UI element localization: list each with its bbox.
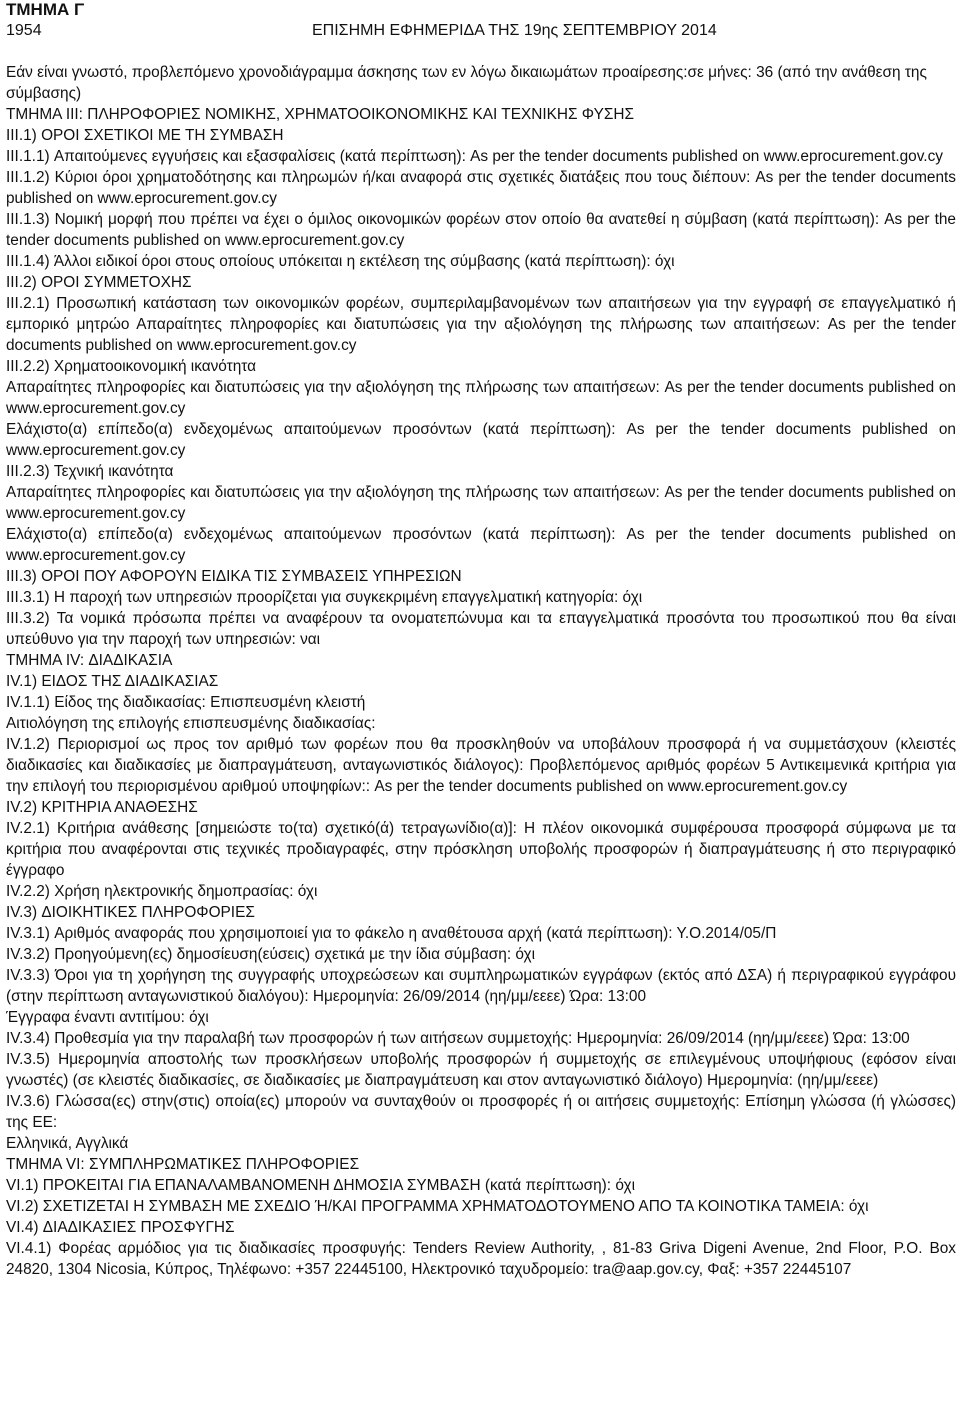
paragraph: III.1.4) Άλλοι ειδικοί όροι στους οποίους υπόκειται η εκτέλεση της σύμβασης (κατά περίπτωση): όχι (6, 253, 675, 270)
paragraph: Ελάχιστο(α) επίπεδο(α) ενδεχομένως απαιτούμενων προσόντων (κατά περίπτωση): As per the tender documents published on www.eprocurement.gov.cy (6, 421, 956, 459)
paragraph: Έγγραφα έναντι αντιτίμου: όχι (6, 1009, 209, 1026)
paragraph: IV.2.2) Χρήση ηλεκτρονικής δημοπρασίας: όχι (6, 883, 318, 900)
gazette-title: ΕΠΙΣΗΜΗ ΕΦΗΜΕΡΙΔΑ ΤΗΣ 19ης ΣΕΠΤΕΜΒΡΙΟΥ 2014 (312, 22, 717, 39)
subsection-heading: IV.3) ΔΙΟΙΚΗΤΙΚΕΣ ΠΛΗΡΟΦΟΡΙΕΣ (6, 904, 255, 921)
paragraph: IV.3.5) Ημερομηνία αποστολής των προσκλήσεων υποβολής προσφορών ή συμμετοχής σε επιλεγμένους υποψήφιους (εφόσον είναι γνωστές) (σε κλειστές διαδικασίες, σε διαδικασίες με διαπραγμάτευση και στον ανταγωνιστικό διάλογο) Ημερομηνία: (ηη/μμ/εεεε) (6, 1051, 956, 1089)
paragraph: III.2.1) Προσωπική κατάσταση των οικονομικών φορέων, συμπεριλαμβανομένων των απαιτήσεων για την εγγραφή σε επαγγελματικό ή εμπορικό μητρώο Απαραίτητες πληροφορίες και διατυπώσεις για την αξιολόγηση της πλήρωσης των απαιτήσεων: As per the tender documents published on www.eprocurement.gov.cy (6, 295, 956, 354)
paragraph: Απαραίτητες πληροφορίες και διατυπώσεις για την αξιολόγηση της πλήρωσης των απαιτήσεων: As per the tender documents published on www.eprocurement.gov.cy (6, 484, 956, 522)
paragraph: III.1.3) Νομική μορφή που πρέπει να έχει ο όμιλος οικονομικών φορέων στον οποίο θα ανατεθεί η σύμβαση (κατά περίπτωση): As per the tender documents published on www.eprocurement.gov.cy (6, 211, 956, 249)
paragraph: VI.4.1) Φορέας αρμόδιος για τις διαδικασίες προσφυγής: Tenders Review Authority, , 81-83 Griva Digeni Avenue, 2nd Floor, P.O. Box 24820, 1304 Nicosia, Κύπρος, Τηλέφωνο: +357 22445100, Ηλεκτρονικό ταχυδρομείο: tra@aap.gov.cy, Φαξ: +357 22445107 (6, 1240, 956, 1278)
paragraph: IV.3.3) Όροι για τη χορήγηση της συγγραφής υποχρεώσεων και συμπληρωματικών εγγράφων (εκτός από ΔΣΑ) ή περιγραφικού εγγράφου (στην περίπτωση ανταγωνιστικού διαλόγου): Ημερομηνία: 26/09/2014 (ηη/μμ/εεεε) Ώρα: 13:00 (6, 967, 956, 1005)
paragraph: IV.3.6) Γλώσσα(ες) στην(στις) οποία(ες) μπορούν να συνταχθούν οι προσφορές ή οι αιτήσεις συμμετοχής: Επίσημη γλώσσα (ή γλώσσες) της ΕΕ: (6, 1093, 956, 1131)
subsection-heading: VI.1) ΠΡΟΚΕΙΤΑΙ ΓΙΑ ΕΠΑΝΑΛΑΜΒΑΝΟΜΕΝΗ ΔΗΜΟΣΙΑ ΣΥΜΒΑΣΗ (κατά περίπτωση): όχι (6, 1177, 636, 1194)
paragraph: IV.3.4) Προθεσμία για την παραλαβή των προσφορών ή των αιτήσεων συμμετοχής: Ημερομηνία: 26/09/2014 (ηη/μμ/εεεε) Ώρα: 13:00 (6, 1030, 910, 1047)
document-body (6, 62, 956, 1280)
paragraph: Αιτιολόγηση της επιλογής επισπευσμένης διαδικασίας: (6, 715, 376, 732)
page-number: 1954 (6, 22, 42, 39)
paragraph: IV.3.1) Αριθμός αναφοράς που χρησιμοποιεί για το φάκελο η αναθέτουσα αρχή (κατά περίπτωση): Υ.Ο.2014/05/Π (6, 925, 777, 942)
paragraph: III.1.1) Απαιτούμενες εγγυήσεις και εξασφαλίσεις (κατά περίπτωση): As per the tender documents published on www.eprocurement.gov.cy (6, 148, 943, 165)
section-heading: ΤΜΗΜΑ IV: ΔΙΑΔΙΚΑΣΙΑ (6, 652, 173, 669)
subsection-heading: IV.2) ΚΡΙΤΗΡΙΑ ΑΝΑΘΕΣΗΣ (6, 799, 198, 816)
paragraph: Απαραίτητες πληροφορίες και διατυπώσεις για την αξιολόγηση της πλήρωσης των απαιτήσεων: As per the tender documents published on www.eprocurement.gov.cy (6, 379, 956, 417)
paragraph: IV.1.1) Είδος της διαδικασίας: Επισπευσμένη κλειστή (6, 694, 366, 711)
paragraph: IV.1.2) Περιορισμοί ως προς τον αριθμό των φορέων που θα προσκληθούν να υποβάλουν προσφορά ή να συμμετάσχουν (κλειστές διαδικασίες και διαδικασίες με διαπραγμάτευση, ανταγωνιστικός διάλογος): Προβλεπόμενος αριθμός φορέων 5 Αντικειμενικά κριτήρια για την επιλογή του περιορισμένου αριθμού υποψηφίων:: As per the tender documents published on www.eprocurement.gov.cy (6, 736, 956, 795)
paragraph: Ελάχιστο(α) επίπεδο(α) ενδεχομένως απαιτούμενων προσόντων (κατά περίπτωση): As per the tender documents published on www.eprocurement.gov.cy (6, 526, 956, 564)
subsection-heading: III.2) ΟΡΟΙ ΣΥΜΜΕΤΟΧΗΣ (6, 274, 192, 291)
subsection-heading: IV.1) ΕΙΔΟΣ ΤΗΣ ΔΙΑΔΙΚΑΣΙΑΣ (6, 673, 219, 690)
paragraph: Ελληνικά, Αγγλικά (6, 1135, 129, 1152)
paragraph: III.1.2) Κύριοι όροι χρηματοδότησης και πληρωμών ή/και αναφορά στις σχετικές διατάξεις που τους διέπουν: As per the tender documents published on www.eprocurement.gov.cy (6, 169, 956, 207)
paragraph: III.3.1) Η παροχή των υπηρεσιών προορίζεται για συγκεκριμένη επαγγελματική κατηγορία: όχι (6, 589, 643, 606)
subsection-heading: VI.4) ΔΙΑΔΙΚΑΣΙΕΣ ΠΡΟΣΦΥΓΗΣ (6, 1219, 235, 1236)
paragraph: IV.2.1) Κριτήρια ανάθεσης [σημειώστε το(τα) σχετικό(ά) τετραγωνίδιο(α)]: Η πλέον οικονομικά συμφέρουσα προσφορά σύμφωνα με τα κριτήρια που αναφέρονται στις τεχνικές προδιαγραφές, στην πρόσκληση υποβολής προσφορών ή διαπραγμάτευσης ή στο περιγραφικό έγγραφο (6, 820, 956, 879)
section-heading: ΤΜΗΜΑ III: ΠΛΗΡΟΦΟΡΙΕΣ ΝΟΜΙΚΗΣ, ΧΡΗΜΑΤΟΟΙΚΟΝΟΜΙΚΗΣ ΚΑΙ ΤΕΧΝΙΚΗΣ ΦΥΣΗΣ (6, 106, 634, 123)
subsection-heading: III.1) ΟΡΟΙ ΣΧΕΤΙΚΟΙ ΜΕ ΤΗ ΣΥΜΒΑΣΗ (6, 127, 284, 144)
paragraph: III.2.3) Τεχνική ικανότητα (6, 463, 174, 480)
paragraph: Εάν είναι γνωστό, προβλεπόμενο χρονοδιάγραμμα άσκησης των εν λόγω δικαιωμάτων προαίρεσης:σε μήνες: 36 (από την ανάθεση της σύμβασης) (6, 64, 927, 102)
section-tag: ΤΜΗΜΑ Γ (6, 0, 85, 19)
paragraph: III.2.2) Χρηματοοικονομική ικανότητα (6, 358, 257, 375)
paragraph: III.3.2) Τα νομικά πρόσωπα πρέπει να αναφέρουν τα ονοματεπώνυμα και τα επαγγελματικά προσόντα του προσωπικού που θα είναι υπεύθυνο για την παροχή των υπηρεσιών: ναι (6, 610, 956, 648)
section-heading: ΤΜΗΜΑ VI: ΣΥΜΠΛΗΡΩΜΑΤΙΚΕΣ ΠΛΗΡΟΦΟΡΙΕΣ (6, 1156, 360, 1173)
subsection-heading: III.3) ΟΡΟΙ ΠΟΥ ΑΦΟΡΟΥΝ ΕΙΔΙΚΑ ΤΙΣ ΣΥΜΒΑΣΕΙΣ ΥΠΗΡΕΣΙΩΝ (6, 568, 462, 585)
paragraph: IV.3.2) Προηγούμενη(ες) δημοσίευση(εύσεις) σχετικά με την ίδια σύμβαση: όχι (6, 946, 536, 963)
subsection-heading: VI.2) ΣΧΕΤΙΖΕΤΑΙ Η ΣΥΜΒΑΣΗ ΜΕ ΣΧΕΔΙΟ Ή/ΚΑΙ ΠΡΟΓΡΑΜΜΑ ΧΡΗΜΑΤΟΔΟΤΟΥΜΕΝΟ ΑΠΟ ΤΑ ΚΟΙΝΟΤΙΚΑ ΤΑΜΕΙΑ: όχι (6, 1198, 869, 1215)
